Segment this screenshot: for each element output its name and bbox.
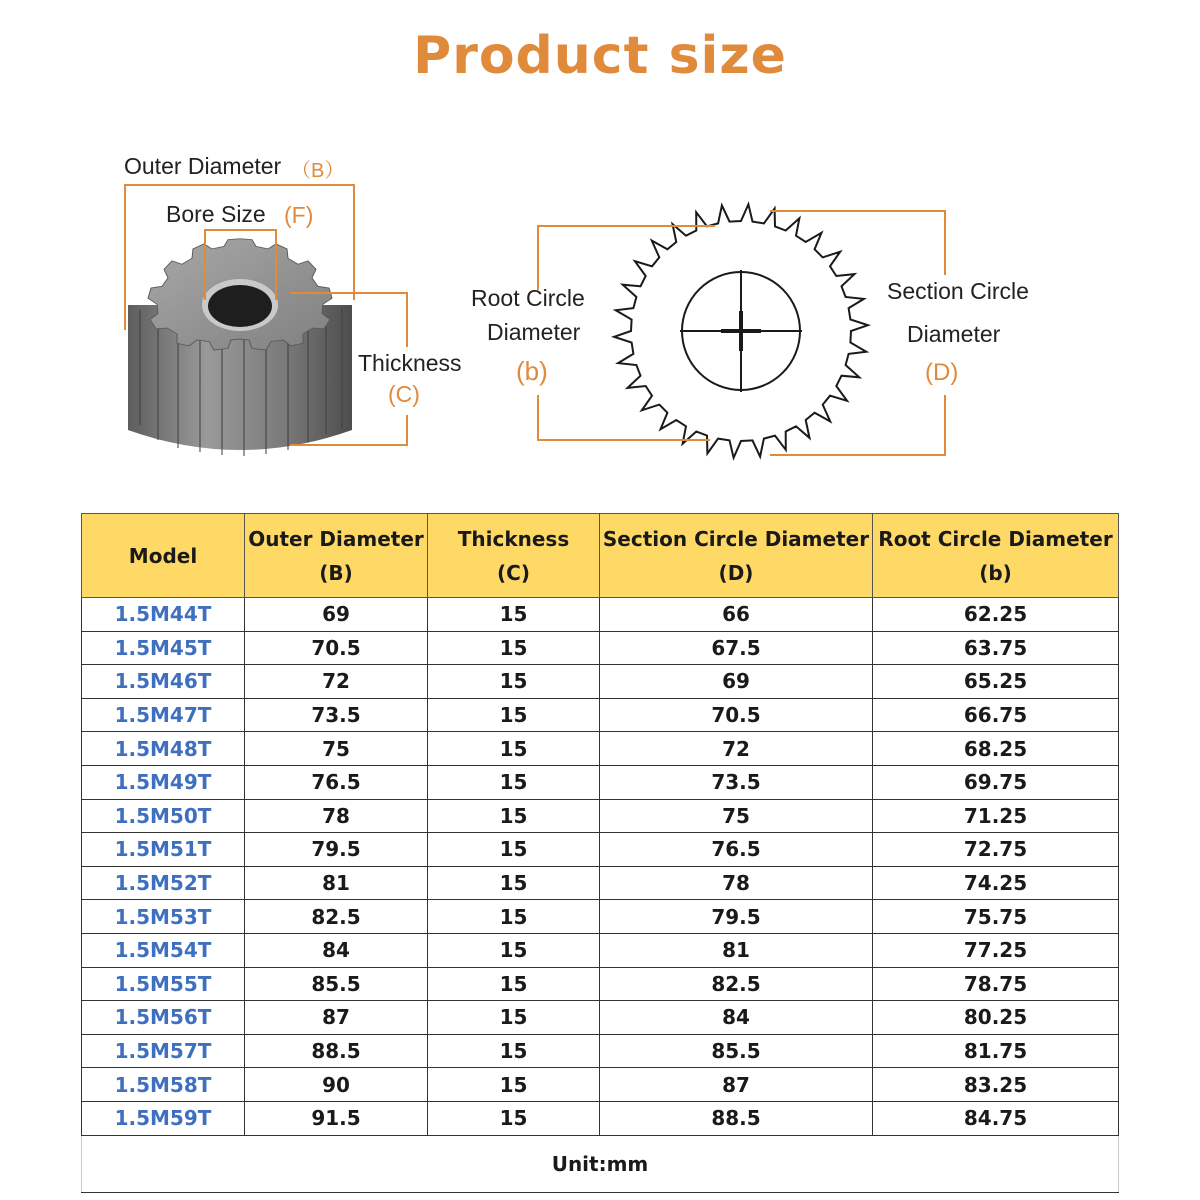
root-circle-cell: 74.25 (873, 866, 1119, 900)
outer-diameter-cell: 81 (245, 866, 428, 900)
root-circle-cell: 81.75 (873, 1034, 1119, 1068)
outer-diameter-cell: 87 (245, 1001, 428, 1035)
section-circle-cell: 66 (600, 598, 873, 632)
thickness-code: (C) (388, 381, 420, 407)
outer-diameter-cell: 76.5 (245, 765, 428, 799)
root-circle-cell: 72.75 (873, 833, 1119, 867)
root-circle-cell: 69.75 (873, 765, 1119, 799)
root-circle-label-line1: Root Circle (471, 285, 585, 311)
outer-diameter-cell: 75 (245, 732, 428, 766)
table-row (82, 631, 1119, 665)
thickness-label: Thickness (358, 350, 462, 376)
table-row (82, 665, 1119, 699)
outer-diameter-cell: 73.5 (245, 698, 428, 732)
section-circle-cell: 79.5 (600, 900, 873, 934)
header-section-circle (600, 514, 873, 598)
thickness-cell: 15 (428, 598, 600, 632)
thickness-cell: 15 (428, 900, 600, 934)
outer-diameter-cell: 69 (245, 598, 428, 632)
root-circle-cell: 66.75 (873, 698, 1119, 732)
root-circle-cell: 84.75 (873, 1101, 1119, 1135)
outer-diameter-code: （B） (291, 160, 345, 182)
thickness-cell: 15 (428, 631, 600, 665)
header-model-text: Model (128, 543, 198, 568)
bore-size-label: Bore Size (166, 201, 266, 227)
thickness-cell: 15 (428, 967, 600, 1001)
thickness-cell: 15 (428, 1034, 600, 1068)
thickness-cell: 15 (428, 933, 600, 967)
table-row (82, 1068, 1119, 1102)
header-root-circle-code: (b) (979, 560, 1012, 585)
root-circle-cell: 63.75 (873, 631, 1119, 665)
model-cell: 1.5M52T (82, 866, 245, 900)
model-cell: 1.5M50T (82, 799, 245, 833)
outer-diameter-label: Outer Diameter (124, 153, 282, 179)
section-circle-cell: 75 (600, 799, 873, 833)
thickness-cell: 15 (428, 765, 600, 799)
thickness-cell: 15 (428, 1068, 600, 1102)
section-circle-cell: 67.5 (600, 631, 873, 665)
root-circle-label-line2: Diameter (487, 319, 581, 345)
header-section-circle-code: (D) (718, 560, 754, 585)
thickness-cell: 15 (428, 1101, 600, 1135)
dimension-diagram (0, 0, 1200, 500)
model-cell: 1.5M46T (82, 665, 245, 699)
table-row (82, 900, 1119, 934)
model-cell: 1.5M48T (82, 732, 245, 766)
section-circle-label-line1: Section Circle (887, 278, 1029, 304)
section-circle-cell: 87 (600, 1068, 873, 1102)
model-cell: 1.5M45T (82, 631, 245, 665)
table-row (82, 866, 1119, 900)
unit-row (82, 1135, 1119, 1192)
section-circle-cell: 73.5 (600, 765, 873, 799)
gear-photo (128, 239, 352, 456)
table-row (82, 967, 1119, 1001)
root-circle-cell: 75.75 (873, 900, 1119, 934)
header-root-circle-text: Root Circle Diameter (878, 526, 1113, 551)
section-circle-label-line2: Diameter (907, 321, 1001, 347)
outer-diameter-cell: 78 (245, 799, 428, 833)
table-row (82, 732, 1119, 766)
thickness-cell: 15 (428, 1001, 600, 1035)
section-circle-cell: 84 (600, 1001, 873, 1035)
model-cell: 1.5M54T (82, 933, 245, 967)
outer-diameter-cell: 79.5 (245, 833, 428, 867)
model-cell: 1.5M56T (82, 1001, 245, 1035)
diagram-graphics (0, 0, 1200, 500)
section-circle-cell: 85.5 (600, 1034, 873, 1068)
table-row (82, 698, 1119, 732)
header-model (82, 514, 245, 598)
table-header-row (82, 514, 1119, 598)
header-section-circle-text: Section Circle Diameter (602, 526, 870, 551)
section-circle-code: (D) (925, 359, 959, 386)
outer-diameter-cell: 72 (245, 665, 428, 699)
page-title: Product size (413, 26, 787, 86)
section-circle-cell: 82.5 (600, 967, 873, 1001)
table-row (82, 1101, 1119, 1135)
unit-note: Unit:mm (82, 1135, 1119, 1192)
thickness-cell: 15 (428, 799, 600, 833)
header-outer-diameter-code: (B) (319, 560, 353, 585)
section-circle-cell: 78 (600, 866, 873, 900)
table-row (82, 833, 1119, 867)
root-circle-code: (b) (516, 356, 548, 386)
outer-diameter-cell: 84 (245, 933, 428, 967)
outer-diameter-cell: 82.5 (245, 900, 428, 934)
section-circle-cell: 81 (600, 933, 873, 967)
model-cell: 1.5M55T (82, 967, 245, 1001)
table-body (82, 598, 1119, 1136)
root-circle-cell: 65.25 (873, 665, 1119, 699)
root-circle-cell: 68.25 (873, 732, 1119, 766)
gear-drawing (614, 204, 868, 458)
table-row (82, 1001, 1119, 1035)
model-cell: 1.5M44T (82, 598, 245, 632)
header-thickness-code: (C) (497, 560, 530, 585)
thickness-cell: 15 (428, 698, 600, 732)
model-cell: 1.5M57T (82, 1034, 245, 1068)
header-thickness-text: Thickness (457, 526, 570, 551)
table-row (82, 933, 1119, 967)
header-outer-diameter (245, 514, 428, 598)
header-root-circle (873, 514, 1119, 598)
thickness-cell: 15 (428, 732, 600, 766)
section-circle-cell: 72 (600, 732, 873, 766)
outer-diameter-cell: 70.5 (245, 631, 428, 665)
thickness-cell: 15 (428, 665, 600, 699)
thickness-cell: 15 (428, 833, 600, 867)
table-row (82, 799, 1119, 833)
model-cell: 1.5M47T (82, 698, 245, 732)
root-circle-cell: 71.25 (873, 799, 1119, 833)
section-circle-cell: 88.5 (600, 1101, 873, 1135)
header-thickness (428, 514, 600, 598)
specification-table (81, 513, 1119, 1193)
root-circle-cell: 62.25 (873, 598, 1119, 632)
root-circle-cell: 83.25 (873, 1068, 1119, 1102)
model-cell: 1.5M58T (82, 1068, 245, 1102)
outer-diameter-cell: 91.5 (245, 1101, 428, 1135)
model-cell: 1.5M49T (82, 765, 245, 799)
bore-size-code: (F) (284, 202, 314, 228)
model-cell: 1.5M51T (82, 833, 245, 867)
table-row (82, 1034, 1119, 1068)
outer-diameter-cell: 85.5 (245, 967, 428, 1001)
outer-diameter-cell: 88.5 (245, 1034, 428, 1068)
outer-diameter-cell: 90 (245, 1068, 428, 1102)
table-row (82, 598, 1119, 632)
root-circle-cell: 80.25 (873, 1001, 1119, 1035)
section-circle-cell: 69 (600, 665, 873, 699)
root-circle-cell: 77.25 (873, 933, 1119, 967)
thickness-cell: 15 (428, 866, 600, 900)
header-outer-diameter-text: Outer Diameter (248, 526, 424, 551)
table-row (82, 765, 1119, 799)
root-circle-cell: 78.75 (873, 967, 1119, 1001)
section-circle-cell: 76.5 (600, 833, 873, 867)
model-cell: 1.5M53T (82, 900, 245, 934)
section-circle-cell: 70.5 (600, 698, 873, 732)
model-cell: 1.5M59T (82, 1101, 245, 1135)
